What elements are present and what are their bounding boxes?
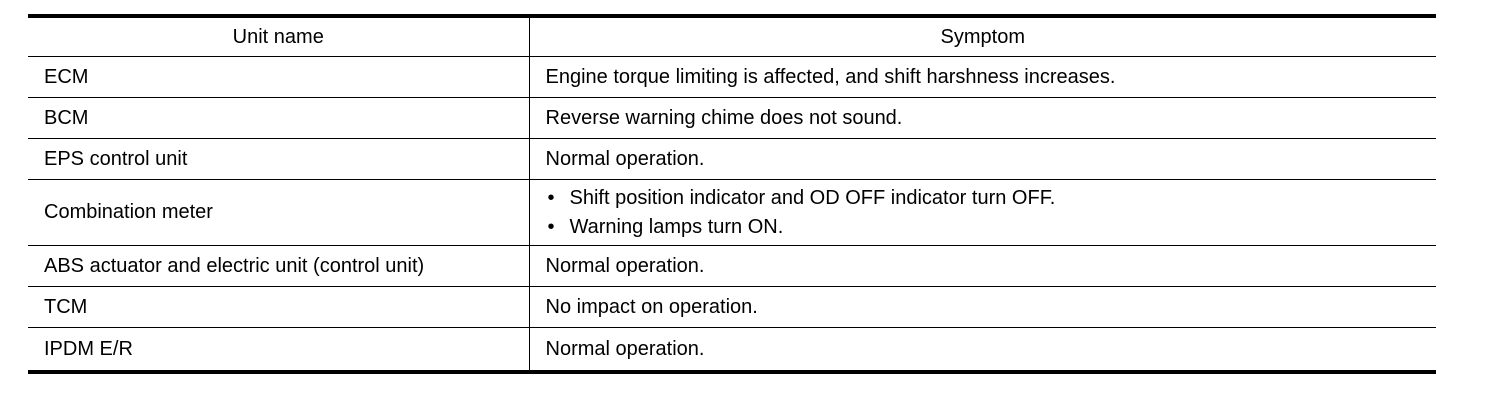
table-row [28, 180, 1436, 246]
unit-name-cell: ABS actuator and electric unit (control unit) [28, 246, 529, 287]
symptom-cell: Normal operation. [529, 246, 1436, 287]
table-row [28, 328, 1436, 373]
header-symptom: Symptom [529, 16, 1436, 57]
unit-name-cell: ECM [28, 57, 529, 98]
unit-name-cell: IPDM E/R [28, 328, 529, 373]
unit-name-cell: EPS control unit [28, 139, 529, 180]
unit-name-cell: BCM [28, 98, 529, 139]
table-row [28, 57, 1436, 98]
unit-name-cell: TCM [28, 287, 529, 328]
symptom-bullet-list [546, 184, 1437, 242]
header-unit-name: Unit name [28, 16, 529, 57]
list-item [546, 213, 1437, 242]
bullet-icon: • [547, 215, 555, 238]
unit-name-cell: Combination meter [28, 180, 529, 246]
symptom-cell [529, 180, 1436, 246]
list-item-text: Shift position indicator and OD OFF indicator turn OFF. [569, 186, 1056, 209]
table-row [28, 246, 1436, 287]
symptom-cell: No impact on operation. [529, 287, 1436, 328]
symptom-cell: Normal operation. [545, 337, 705, 360]
list-item [546, 184, 1437, 213]
table-row [28, 139, 1436, 180]
bullet-icon: • [547, 186, 555, 209]
table-header-row [28, 16, 1436, 57]
symptom-cell: Reverse warning chime does not sound. [529, 98, 1436, 139]
symptom-cell: Engine torque limiting is affected, and shift harshness increases. [529, 57, 1436, 98]
list-item-text: Warning lamps turn ON. [569, 215, 784, 238]
symptom-cell: Normal operation. [529, 139, 1436, 180]
unit-symptom-table [28, 14, 1436, 374]
table-row [28, 287, 1436, 328]
table-row [28, 98, 1436, 139]
